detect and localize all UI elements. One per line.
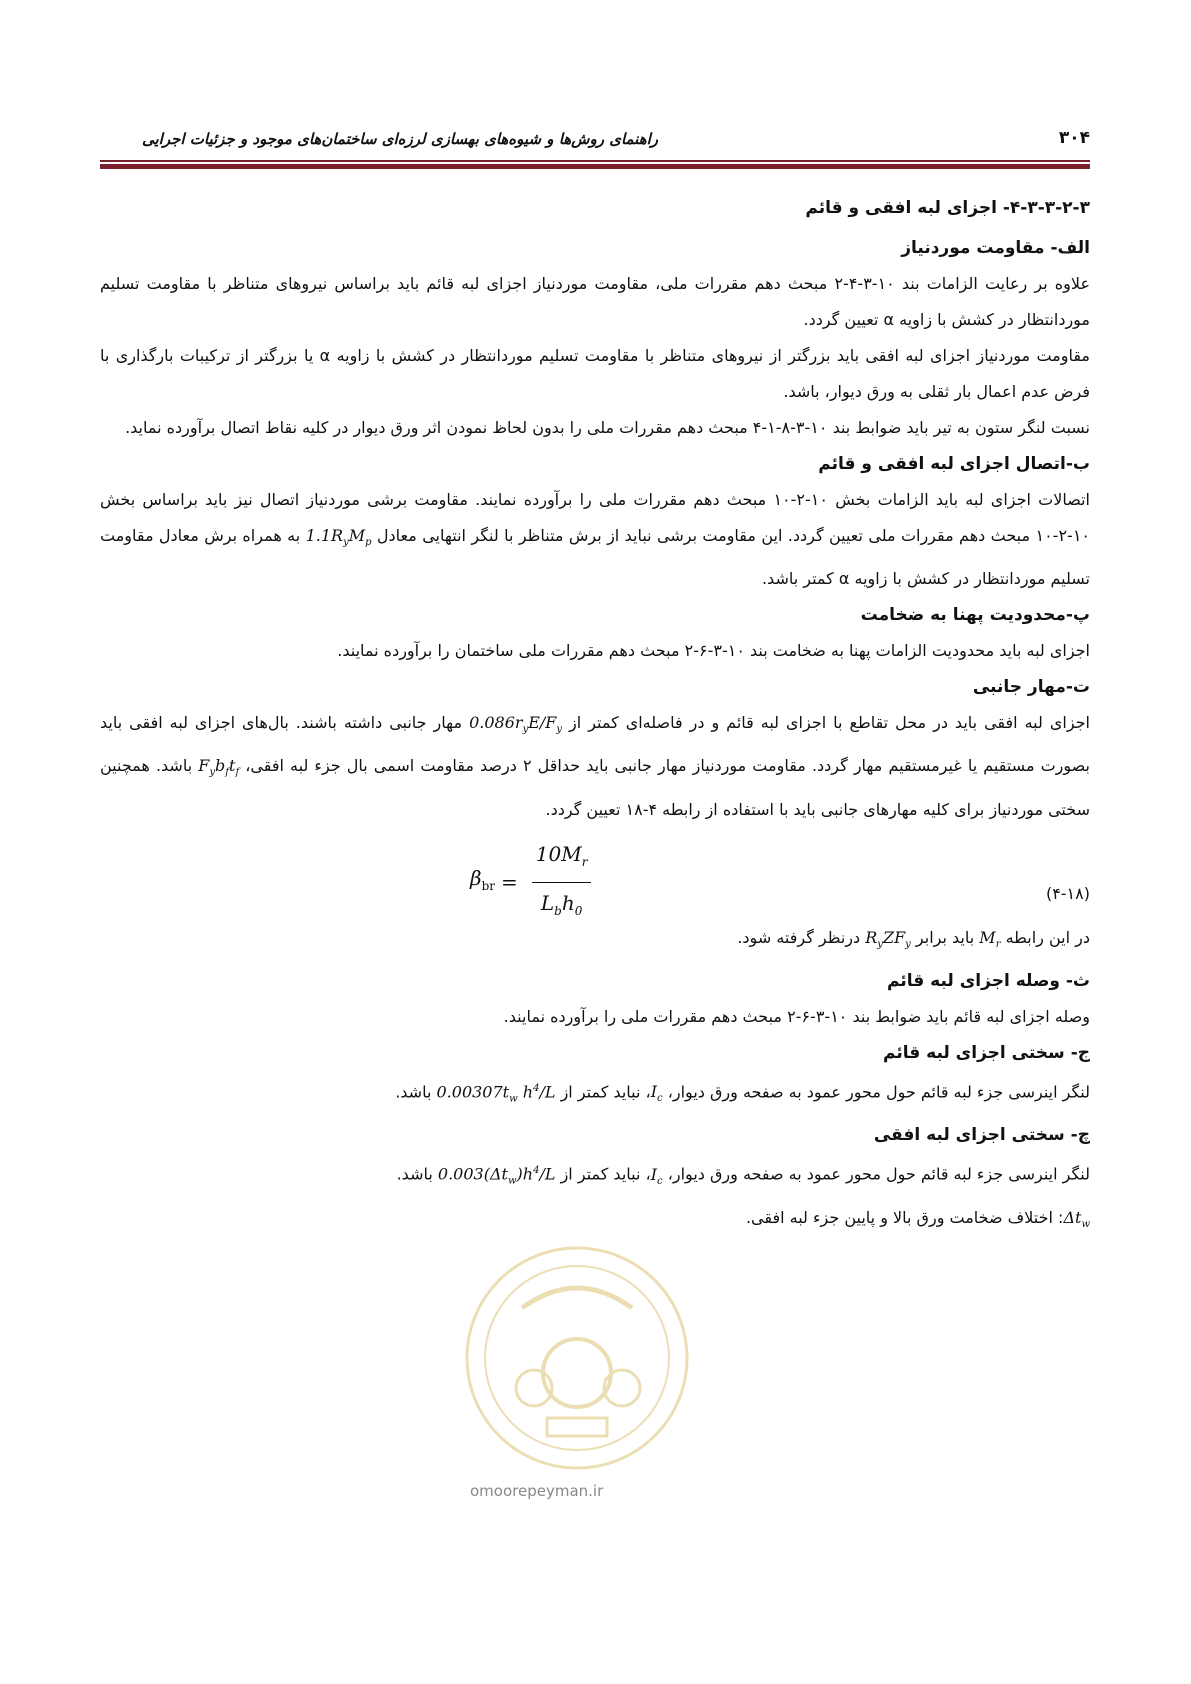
paragraph-che-def: $\Delta t_w$: اختلاف ضخامت ورق بالا و پایین جزء لبه افقی. [100, 1200, 1090, 1243]
math-flange-strength: $F_yb_ft_f$ [198, 756, 240, 779]
math-bracing-distance: $0.086r_yE/F_y$ [469, 713, 563, 736]
header-rule-thin [100, 160, 1090, 162]
paragraph-te-2: در این رابطه $M_r$ باید برابر $R_yZF_y$ درنظر گرفته شود. [100, 920, 1090, 963]
paragraph-be-1: اتصالات اجزای لبه باید الزامات بخش ۱۰-۲-۱۰ مبحث دهم مقررات ملی را برآورده نمایند. مقاومت برشی موردنیاز اتصال نیز باید براساس بخش ۱۰-۲-۱۰ مبحث دهم مقررات ملی تعیین گردد. این مقاومت برشی نباید از برش متناظر با لنگر انتهایی معادل $1.1R_yM_p$ به همراه برش معادل مقاومت تسلیم موردانتظار در کشش با زاویه α کمتر باشد. [100, 490, 1090, 589]
paragraph-che-1: لنگر اینرسی جزء لبه قائم حول محور عمود به صفحه ورق دیوار، $I_c،$ نباید کمتر از $0.003(\Delta t_w)h^4/L$ باشد. [100, 1153, 1090, 1200]
math-horizontal-stiffness: $0.003(\Delta t_w)h^4/L$ [437, 1164, 556, 1187]
equation-number: (۴-۱۸) [1045, 883, 1090, 903]
running-title: راهنمای روش‌ها و شیوه‌های بهسازی لرزه‌ای ساختمان‌های موجود و جزئیات اجرایی [142, 130, 659, 148]
paragraph-te-1: اجزای لبه افقی باید در محل تقاطع با اجزای لبه قائم و در فاصله‌ای کمتر از $0.086r_yE/F_y$ مهار جانبی داشته باشند. بال‌های اجزای لبه افقی باید بصورت مستقیم یا غیرمستقیم مهار گردد. مقاومت موردنیاز مهار جانبی باید حداقل ۲ درصد مقاومت اسمی بال جزء لبه افقی، $F_yb_ft_f$ باشد. همچنین سختی موردنیاز برای کلیه مهارهای جانبی باید با استفاده از رابطه ۴-۱۸ تعیین گردد. [100, 705, 1090, 827]
subheading-alef: الف- مقاومت موردنیاز [901, 238, 1090, 258]
page-header [100, 128, 1090, 162]
math-1-1RyMp: $1.1R_yM_p$ [305, 526, 372, 549]
math-Ic-2: $I_c$ [650, 1164, 663, 1187]
math-delta-tw: $\Delta t_w$ [1063, 1207, 1090, 1230]
subheading-jim: ج- سختی اجزای لبه قائم [882, 1042, 1090, 1063]
watermark-url: omoorepeyman.ir [470, 1482, 604, 1500]
header-rule-thick [100, 164, 1090, 169]
section-heading: ۴-۳-۳-۲-۳- اجزای لبه افقی و قائم [805, 198, 1090, 218]
equation-body: $\beta_{br}$ = $\frac{10M_r}{L_bh_0}$ [470, 836, 591, 929]
paragraph-alef-2: مقاومت موردنیاز اجزای لبه افقی باید بزرگتر از نیروهای متناظر با مقاومت تسلیم موردانتظار در کشش با زاویه α یا بزرگتر از ترکیبات بارگذاری با فرض عدم اعمال بار ثقلی به ورق دیوار، باشد. [100, 346, 1090, 401]
subheading-te: ت-مهار جانبی [972, 677, 1090, 698]
subheading-se: ث- وصله اجزای لبه قائم [887, 970, 1090, 991]
math-vertical-stiffness: $0.00307t_w$ $h^4/L$ [436, 1082, 556, 1105]
paragraph-se-1: وصله اجزای لبه قائم باید ضوابط بند ۱۰-۳-۶-۲ مبحث دهم مقررات ملی را برآورده نمایند. [503, 1006, 1090, 1026]
math-Mr: $M_r$ [979, 927, 1001, 950]
subheading-che: چ- سختی اجزای لبه افقی [873, 1125, 1090, 1146]
page-number: ۳۰۴ [1058, 128, 1090, 148]
subheading-pe: پ-محدودیت پهنا به ضخامت [860, 605, 1090, 626]
page-body [100, 190, 1090, 1243]
paragraph-pe-1: اجزای لبه باید محدودیت الزامات پهنا به ضخامت بند ۱۰-۳-۶-۲ مبحث دهم مقررات ملی ساختمان را برآورده نمایند. [337, 641, 1090, 661]
watermark-seal [452, 1238, 702, 1478]
paragraph-alef-3: نسبت لنگر ستون به تیر باید ضوابط بند ۱۰-۳-۸-۱-۴ مبحث دهم مقررات ملی را بدون لحاظ نمودن اثر ورق دیوار در کلیه نقاط اتصال برآورده نماید. [125, 418, 1090, 437]
paragraph-jim-1: لنگر اینرسی جزء لبه قائم حول محور عمود به صفحه ورق دیوار، $I_c،$ نباید کمتر از $0.00307t_w$ $h^4/L$ باشد. [100, 1071, 1090, 1118]
equation-4-18 [100, 828, 1090, 920]
math-RyZFy: $R_yZF_y$ [865, 927, 911, 950]
paragraph-alef-1: علاوه بر رعایت الزامات بند ۱۰-۳-۴-۲ مبحث دهم مقررات ملی، مقاومت موردنیاز اجزای لبه قائم باید براساس نیروهای متناظر با مقاومت تسلیم موردانتظار در کشش با زاویه α تعیین گردد. [100, 274, 1091, 329]
math-Ic: $I_c$ [650, 1082, 663, 1105]
subheading-be: ب-اتصال اجزای لبه افقی و قائم [818, 454, 1090, 474]
